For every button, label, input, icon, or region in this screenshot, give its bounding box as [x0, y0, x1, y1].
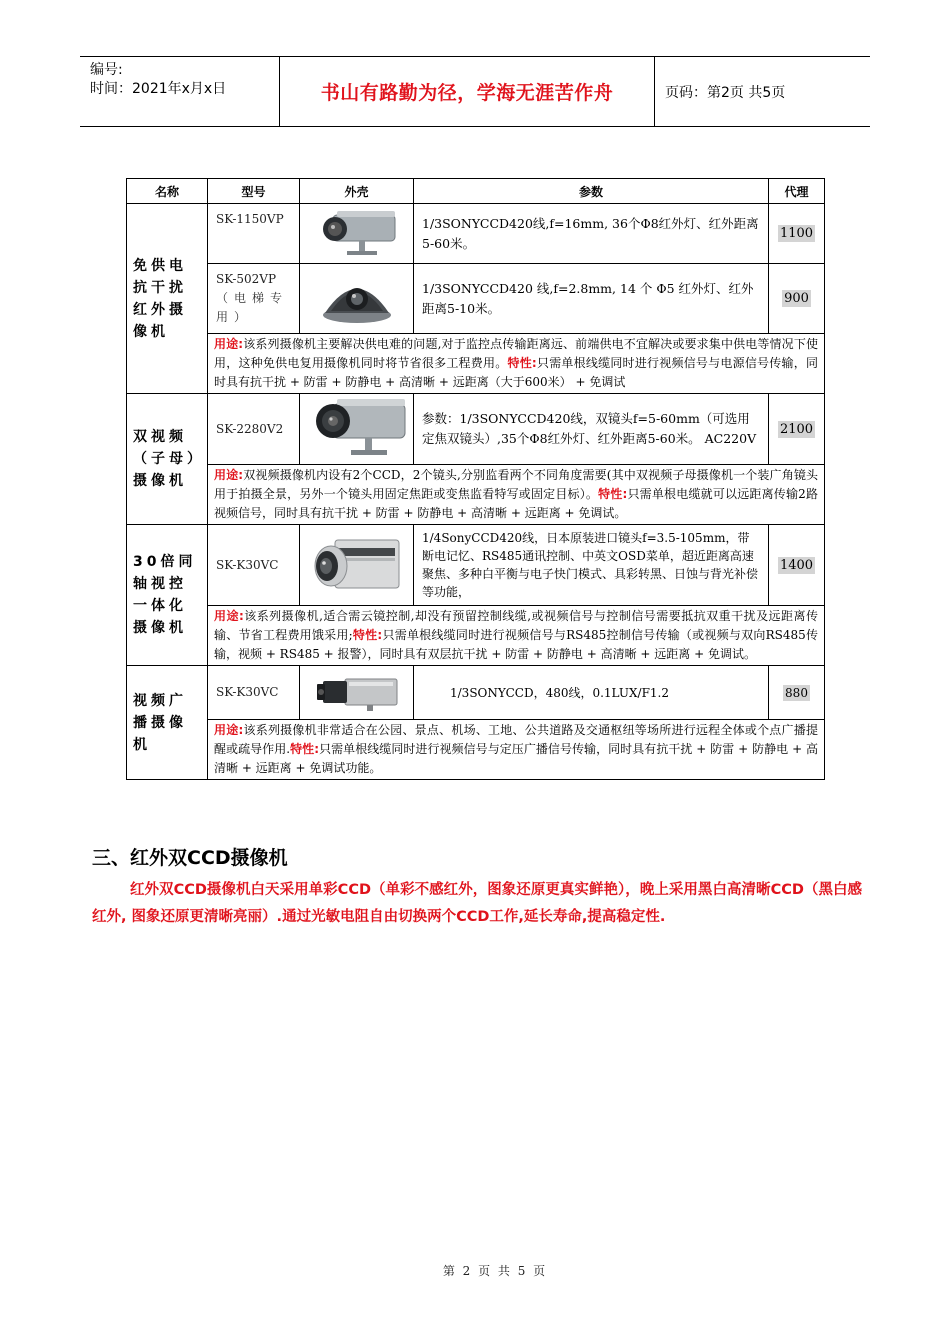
usage-text: 双视频摄像机内设有2个CCD，2个镜头,分别监看两个不同角度需要(其中双视频子母摄像机一个装广角镜头用于拍摄全景，另外一个镜头用固定焦距或变焦监看特写或固定目标）。: [214, 468, 818, 501]
model-number: SK-K30VC: [216, 685, 279, 699]
model-number: SK-K30VC: [216, 557, 279, 572]
param-cell: 1/3SONYCCD，480线，0.1LUX/F1.2: [414, 666, 769, 720]
price-value: 900: [784, 291, 809, 306]
bullet-ir-camera-icon: [300, 209, 413, 259]
model-number: SK-2280V2: [216, 421, 284, 436]
usage-label: 用途:: [214, 723, 244, 737]
price-value: 2100: [779, 421, 814, 437]
usage-text: 该系列摄像机,适合需云镜控制,却没有预留控制线缆,或视频信号与控制信号需要抵抗双重干扰及远距离传输、节省工程费用饿采用;: [214, 609, 818, 642]
model-cell: [208, 525, 300, 606]
model-cell: [208, 264, 300, 334]
section-paragraph: 红外双CCD摄像机白天采用单彩CCD（单彩不感红外，图象还原更真实鲜艳），晚上采用黑白高清晰CCD（黑白感红外, 图象还原更清晰亮丽）.通过光敏电阻自由切换两个CCD工作,延长寿命,提高稳定性.: [92, 882, 862, 925]
feature-label: 特性:: [598, 487, 628, 501]
param-cell: 1/3SONYCCD420线,f=16mm, 36个Φ8红外灯、红外距离5-60米。: [414, 204, 769, 264]
usage-row: [127, 606, 825, 666]
header-motto: 书山有路勤为径，学海无涯苦作舟: [280, 57, 655, 126]
column-header-agent-price: 代理: [769, 179, 825, 204]
zoom-block-camera-icon: [300, 532, 413, 598]
feature-text: 只需单根线缆同时进行视频信号与定压广播信号传输，同时具有抗干扰 + 防雷 + 防静电 + 高清晰 + 远距离 + 免调试功能。: [214, 742, 818, 775]
feature-label: 特性:: [290, 742, 320, 756]
usage-feature-cell: [208, 334, 825, 394]
feature-text: 只需单根线缆同时进行视频信号与电源信号传输，同时具有抗干扰 + 防雷 + 防静电 + 高清晰 + 远距离（大于600米） + 免调试: [214, 356, 818, 389]
table-row: [127, 666, 825, 720]
dome-camera-icon: [300, 271, 413, 327]
usage-feature-cell: [208, 720, 825, 780]
product-name: 视频广播摄像机: [127, 666, 208, 780]
dual-lens-ir-camera-icon: [300, 396, 413, 462]
shell-cell: [300, 264, 414, 334]
usage-feature-cell: [208, 606, 825, 666]
usage-label: 用途:: [214, 609, 244, 623]
feature-text: 只需单根线缆同时进行视频信号与RS485控制信号传输（或视频与双向RS485传输，视频 + RS485 + 报警），同时具有双层抗干扰 + 防雷 + 防静电 + 高清晰 + 远距离 + 免调试。: [214, 628, 818, 661]
usage-label: 用途:: [214, 468, 244, 482]
param-cell: 参数：1/3SONYCCD420线，双镜头f=5-60mm（可选用定焦双镜头）,35个Φ8红外灯、红外距离5-60米。 AC220V: [414, 394, 769, 465]
shell-cell: [300, 204, 414, 264]
price-cell: [769, 204, 825, 264]
param-cell: 1/4SonyCCD420线，日本原装进口镜头f=3.5-105mm，带断电记忆、RS485通讯控制、中英文OSD菜单，超近距离高速聚焦、多种白平衡与电子快门模式、具彩转黑、日蚀与背光补偿等功能，: [414, 525, 769, 606]
section-title: 三、红外双CCD摄像机: [92, 847, 288, 869]
usage-feature-cell: [208, 465, 825, 525]
table-row: [127, 264, 825, 334]
page-header: [80, 56, 870, 127]
page-footer: 第 2 页 共 5 页: [442, 1264, 548, 1278]
table-row: [127, 525, 825, 606]
product-name: 30倍同轴视控一体化摄像机: [127, 525, 208, 666]
price-value: 1400: [779, 557, 814, 573]
usage-row: [127, 465, 825, 525]
box-camera-icon: [300, 671, 413, 715]
model-number: SK-502VP: [216, 272, 277, 286]
price-value: 880: [785, 685, 808, 700]
price-cell: [769, 666, 825, 720]
camera-spec-table: [126, 178, 825, 780]
time-label: 时间：2021年x月x日: [90, 81, 227, 97]
price-cell: [769, 525, 825, 606]
table-header-row: [127, 179, 825, 204]
shell-cell: [300, 525, 414, 606]
feature-label: 特性:: [507, 356, 537, 370]
usage-row: [127, 720, 825, 780]
usage-text: 该系列摄像机非常适合在公园、景点、机场、工地、公共道路及交通枢纽等场所进行远程全体或个点广播提醒或疏导作用.: [214, 723, 818, 756]
model-cell: [208, 204, 300, 264]
price-cell: [769, 264, 825, 334]
table-row: [127, 204, 825, 264]
model-cell: [208, 666, 300, 720]
column-header-shell: 外壳: [300, 179, 414, 204]
feature-text: 只需单根电缆就可以远距离传输2路视频信号，同时具有抗干扰 + 防雷 + 防静电 + 高清晰 + 远距离 + 免调试。: [214, 487, 818, 520]
header-meta: [80, 57, 280, 126]
shell-cell: [300, 666, 414, 720]
feature-label: 特性:: [352, 628, 383, 642]
usage-row: [127, 334, 825, 394]
price-cell: [769, 394, 825, 465]
column-header-model: 型号: [208, 179, 300, 204]
column-header-params: 参数: [414, 179, 769, 204]
model-cell: [208, 394, 300, 465]
shell-cell: [300, 394, 414, 465]
product-name: 免供电抗干扰红外摄像机: [127, 204, 208, 394]
param-cell: 1/3SONYCCD420 线,f=2.8mm, 14 个 Φ5 红外灯、红外距离5-10米。: [414, 264, 769, 334]
usage-label: 用途:: [214, 337, 244, 351]
usage-text: 该系列摄像机主要解决供电难的问题,对于监控点传输距离远、前端供电不宜解决或要求集中供电等情况下使用，这种免供电复用摄像机同时将节省很多工程费用。: [214, 337, 818, 370]
model-number: SK-1150VP: [216, 212, 284, 226]
model-note: （电梯专用）: [216, 291, 289, 324]
column-header-name: 名称: [127, 179, 208, 204]
header-page-info: 页码：第2页 共5页: [665, 84, 786, 101]
product-name: 双视频（子母）摄像机: [127, 394, 208, 525]
table-row: [127, 394, 825, 465]
number-label: 编号:: [90, 62, 123, 78]
price-value: 1100: [779, 226, 814, 241]
